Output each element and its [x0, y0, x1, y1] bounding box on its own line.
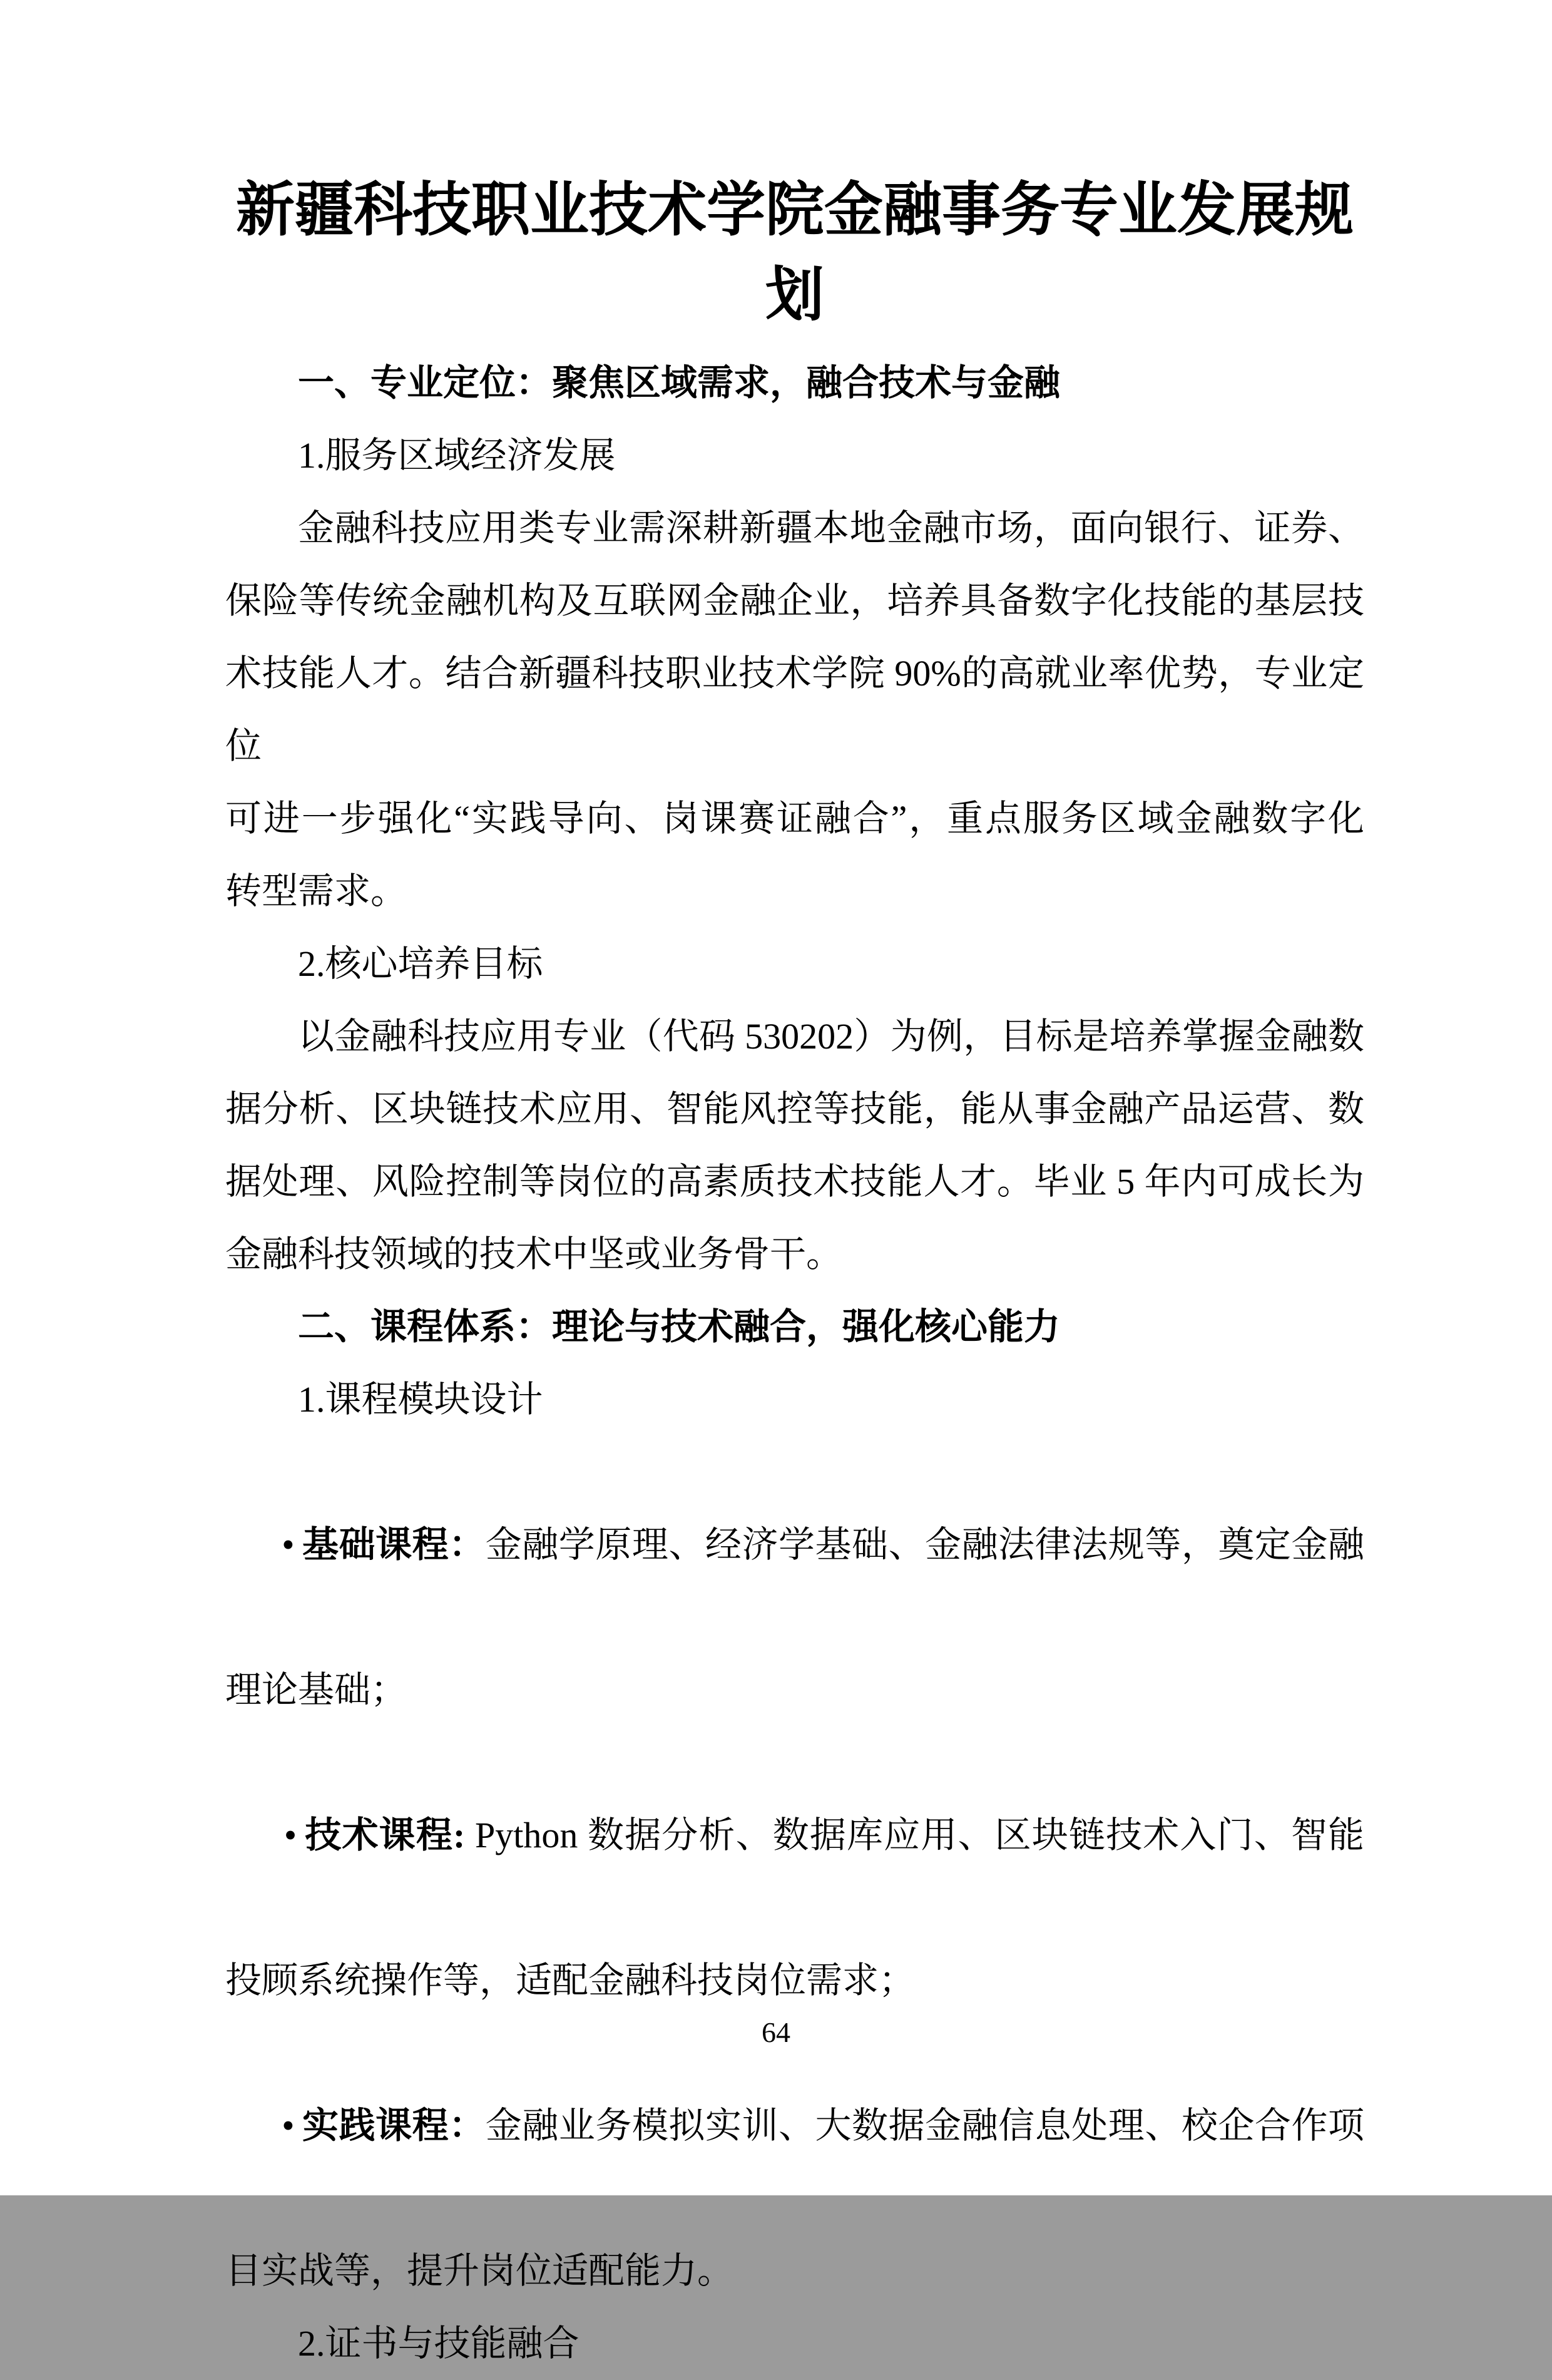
- bullet-2-text: Python 数据分析、数据库应用、区块链技术入门、智能: [465, 1815, 1364, 1855]
- paragraph-1-line-2: 保险等传统金融机构及互联网金融企业，培养具备数字化技能的基层技: [225, 580, 1364, 621]
- bullet-2-line-2: 投顾系统操作等，适配金融科技岗位需求；: [225, 1960, 916, 2001]
- paragraph-2-line-1: 以金融科技应用专业（代码 530202）为例，目标是培养掌握金融数: [298, 1016, 1364, 1057]
- paragraph-1-line-3: 术技能人才。结合新疆科技职业技术学院 90%的高就业率优势，专业定位: [225, 653, 1364, 766]
- subheading-1-2: 2.核心培养目标: [298, 943, 543, 984]
- subheading-2-2: 2.证书与技能融合: [298, 2323, 579, 2364]
- bullet-dot-icon: •: [282, 1524, 295, 1565]
- bullet-3-line-1: [225, 2017, 1364, 2235]
- bullet-3-label: 实践课程：: [302, 2105, 486, 2146]
- paragraph-1-line-1: 金融科技应用类专业需深耕新疆本地金融市场，面向银行、证券、: [298, 508, 1364, 548]
- bullet-3-text: 金融业务模拟实训、大数据金融信息处理、校企合作项: [485, 2105, 1364, 2146]
- bullet-3-line-2: 目实战等，提升岗位适配能力。: [225, 2250, 734, 2291]
- document-title-line-1: 新疆科技职业技术学院金融事务专业发展规: [235, 178, 1354, 243]
- bullet-dot-icon: •: [283, 1815, 297, 1855]
- bullet-1-line-1: [225, 1436, 1364, 1654]
- page-number: 64: [762, 2016, 790, 2048]
- bullet-2-line-1: [225, 1726, 1364, 1944]
- paragraph-2-line-3: 据处理、风险控制等岗位的高素质技术技能人才。毕业 5 年内可成长为: [225, 1161, 1364, 1202]
- subheading-2-1: 1.课程模块设计: [298, 1379, 543, 1420]
- document-body: [225, 347, 1364, 2380]
- bullet-1-line-2: 理论基础；: [225, 1670, 407, 1710]
- subheading-1-1: 1.服务区域经济发展: [298, 435, 616, 476]
- paragraph-1-line-4: 可进一步强化“实践导向、岗课赛证融合”，重点服务区域金融数字化: [225, 798, 1364, 839]
- paragraph-2-line-4: 金融科技领域的技术中坚或业务骨干。: [225, 1234, 843, 1275]
- bullet-1-label: 基础课程：: [302, 1524, 486, 1565]
- section-heading-2: 二、课程体系：理论与技术融合，强化核心能力: [298, 1306, 1061, 1347]
- bullet-1-text: 金融学原理、经济学基础、金融法律法规等，奠定金融: [485, 1524, 1364, 1565]
- paragraph-2-line-2: 据分析、区块链技术应用、智能风控等技能，能从事金融产品运营、数: [225, 1089, 1364, 1129]
- document-title-line-2: 划: [765, 263, 824, 328]
- bullet-2-label: 技术课程:: [304, 1815, 466, 1855]
- section-heading-1: 一、专业定位：聚焦区域需求，融合技术与金融: [298, 362, 1061, 403]
- bullet-dot-icon: •: [282, 2105, 295, 2146]
- document-title: [225, 168, 1364, 338]
- paragraph-1-line-5: 转型需求。: [225, 871, 407, 911]
